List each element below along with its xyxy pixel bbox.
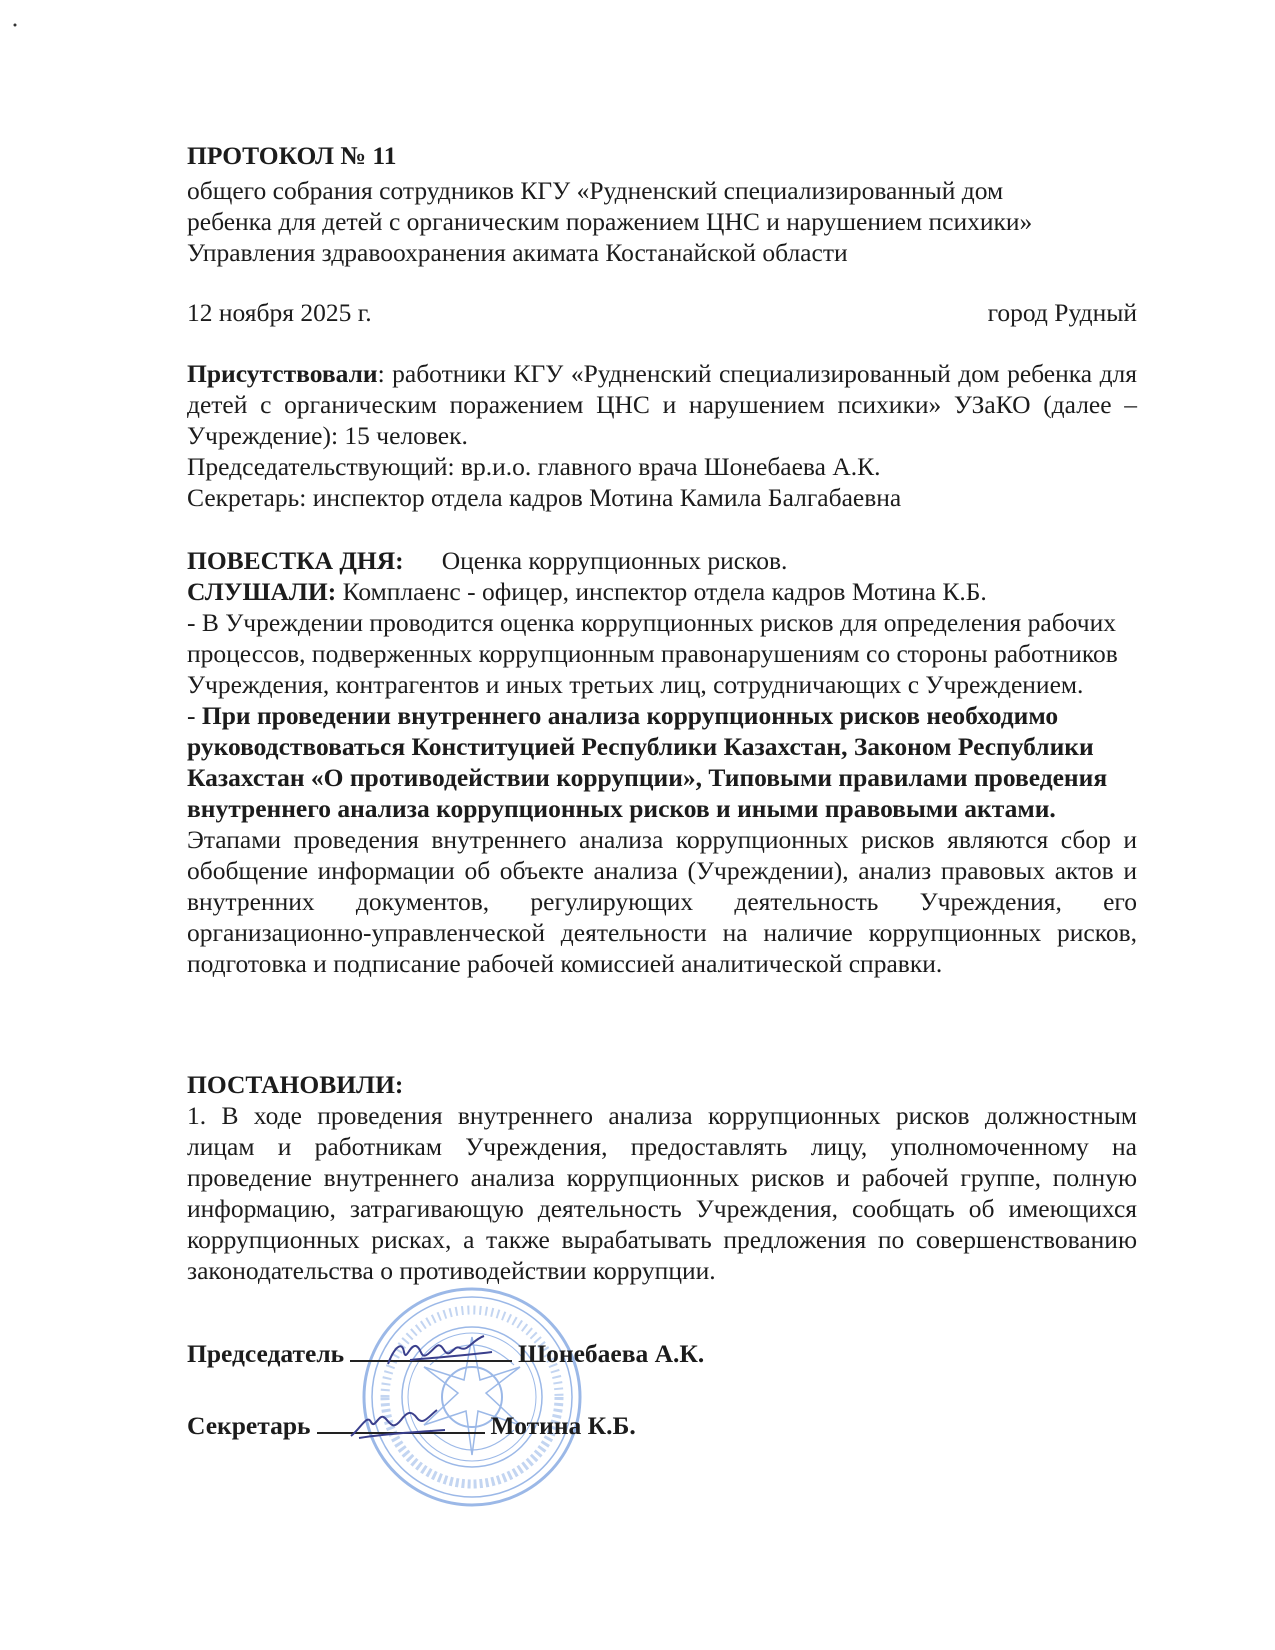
secretary-handwritten-signature [345,1400,450,1445]
subtitle-line-3: Управления здравоохранения акимата Костанайской области [187,238,848,267]
heard-line [187,576,1137,607]
agenda-paragraph-2-dash: - [187,701,202,730]
subtitle-line-1: общего собрания сотрудников КГУ «Рудненский специализированный дом [187,176,1004,205]
date-city-line [187,297,1137,328]
meeting-city: город Рудный [987,298,1137,327]
agenda-paragraph-1: - В Учреждении проводится оценка коррупционных рисков для определения рабочих процессов, подверженных коррупционным правонарушениям со стороны работников Учреждения, контрагентов и иных третьих лиц, сотрудничающих с Учреждением. [187,608,1118,699]
chair-line: Председательствующий: вр.и.о. главного врача Шонебаева А.К. [187,452,881,481]
heard-text: Комплаенс - офицер, инспектор отдела кадров Мотина К.Б. [336,577,987,606]
scan-mark [12,15,18,21]
heard-label: СЛУШАЛИ: [187,577,337,606]
official-stamp [360,1285,585,1510]
agenda-section [187,545,1137,979]
agenda-line [187,545,1137,576]
secretary-name: Мотина К.Б. [490,1411,636,1440]
attendance-section [187,358,1137,513]
agenda-paragraph-2 [187,700,1137,824]
chair-role: Председатель [187,1339,345,1368]
secretary-line: Секретарь: инспектор отдела кадров Мотина Камила Балгабаевна [187,483,902,512]
subtitle-line-2: ребенка для детей с органическим поражением ЦНС и нарушением психики» [187,207,1033,236]
resolution-section [187,1069,1137,1286]
chair-handwritten-signature [380,1330,500,1375]
protocol-subtitle [187,175,1137,268]
chair-name: Шонебаева А.К. [518,1339,705,1368]
secretary-role: Секретарь [187,1411,311,1440]
present-label: Присутствовали [187,359,378,388]
agenda-paragraph-3: Этапами проведения внутреннего анализа коррупционных рисков являются сбор и обобщение информации об объекте анализа (Учреждении), анализ правовых актов и внутренних документов, регулирующих деятельность Учреждения, его организационно-управленческой деятельности на наличие коррупционных рисков, подготовка и подписание рабочей комиссией аналитической справки. [187,825,1137,978]
present-paragraph [187,358,1137,451]
agenda-text: Оценка коррупционных рисков. [441,546,788,575]
resolution-item-1: 1. В ходе проведения внутреннего анализа коррупционных рисков должностным лицам и работникам Учреждения, предоставлять лицу, уполномоченному на проведение внутреннего анализа коррупционных рисков и рабочей группе, полную информацию, затрагивающую деятельность Учреждения, сообщать об имеющихся коррупционных рисках, а также вырабатывать предложения по совершенствованию законодательства о противодействии коррупции. [187,1101,1137,1285]
protocol-title: ПРОТОКОЛ № 11 [187,141,397,170]
agenda-label: ПОВЕСТКА ДНЯ: [187,546,404,575]
agenda-paragraph-2-bold: При проведении внутреннего анализа коррупционных рисков необходимо руководствоваться Конституцией Республики Казахстан, Законом Республики Казахстан «О противодействии коррупции», Типовыми правилами проведения внутреннего анализа коррупционных рисков и иными правовыми актами. [187,701,1108,823]
present-text: : работники КГУ «Рудненский специализированный дом ребенка для детей с органическим поражением ЦНС и нарушением психики» УЗаКО (далее – Учреждение): 15 человек. [187,359,1137,450]
resolution-label: ПОСТАНОВИЛИ: [187,1070,404,1099]
meeting-date: 12 ноября 2025 г. [187,298,372,327]
